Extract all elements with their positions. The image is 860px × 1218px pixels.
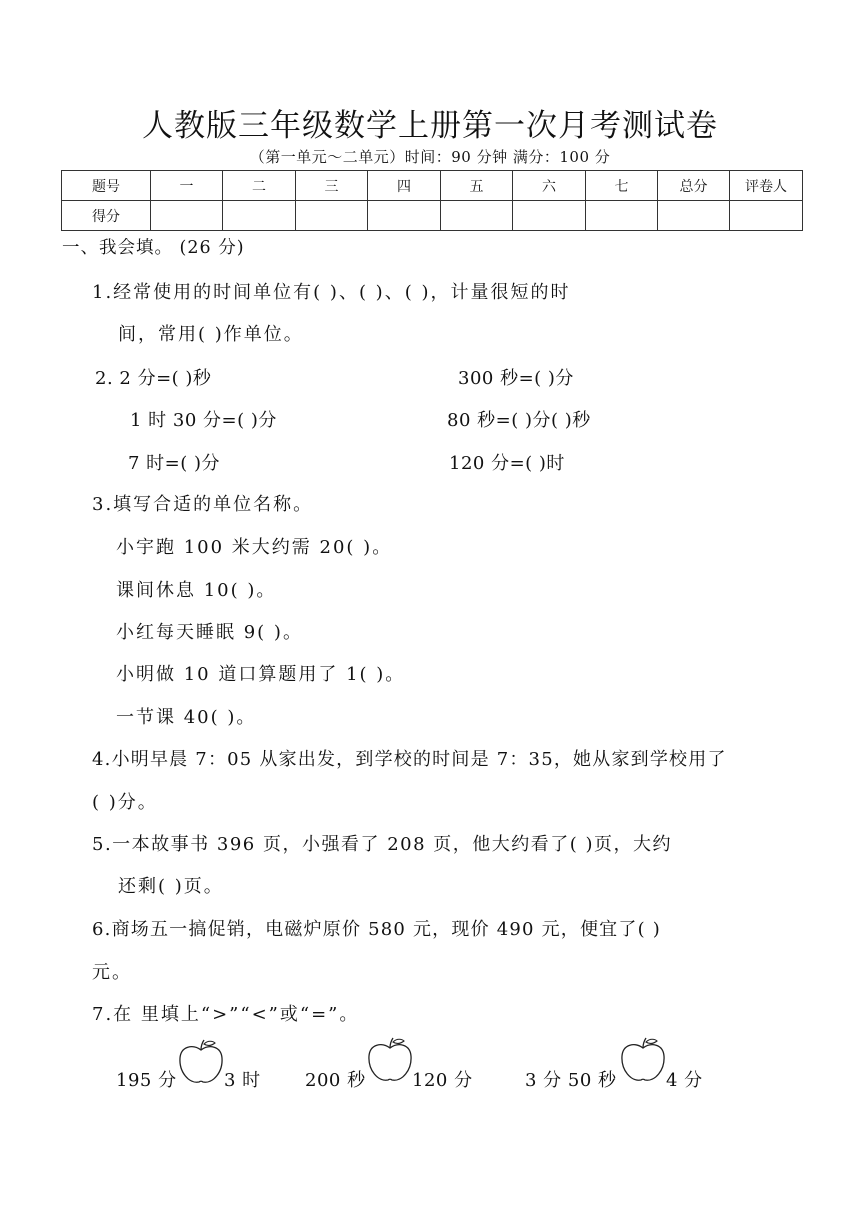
header-cell-1: 一 bbox=[151, 171, 223, 201]
question-2-item-b: 300 秒=( )分 bbox=[458, 368, 574, 389]
question-3-item-2: 课间休息 10( )。 bbox=[116, 580, 277, 601]
score-cell[interactable] bbox=[441, 201, 513, 231]
question-2-item-a: 2. 2 分=( )秒 bbox=[95, 368, 212, 389]
exam-info: （第一单元～二单元）时间：90 分钟 满分：100 分 bbox=[249, 148, 611, 166]
question-6-line-1: 6.商场五一搞促销，电磁炉原价 580 元，现价 490 元，便宜了( ) bbox=[92, 919, 661, 940]
score-label-cell: 得分 bbox=[62, 201, 151, 231]
header-cell-question-no: 题号 bbox=[62, 171, 151, 201]
score-cell[interactable] bbox=[151, 201, 223, 231]
score-cell[interactable] bbox=[223, 201, 296, 231]
compare-3-left: 3 分 50 秒 bbox=[525, 1070, 617, 1091]
header-cell-4: 四 bbox=[368, 171, 441, 201]
apple-answer-box-icon[interactable] bbox=[175, 1038, 227, 1088]
question-4-line-2: ( )分。 bbox=[92, 792, 158, 813]
question-5-line-1: 5.一本故事书 396 页，小强看了 208 页，他大约看了( )页，大约 bbox=[92, 834, 673, 855]
question-2-item-f: 120 分=( )时 bbox=[449, 453, 565, 474]
question-3-item-4: 小明做 10 道口算题用了 1( )。 bbox=[116, 664, 406, 685]
score-cell[interactable] bbox=[658, 201, 730, 231]
compare-2-right: 120 分 bbox=[412, 1070, 473, 1091]
score-cell[interactable] bbox=[296, 201, 368, 231]
question-2-item-c: 1 时 30 分=( )分 bbox=[130, 410, 277, 431]
question-2-item-e: 7 时=( )分 bbox=[128, 453, 221, 474]
score-cell[interactable] bbox=[586, 201, 658, 231]
section-heading: 一、我会填。 (26 分) bbox=[62, 238, 245, 258]
question-5-line-2: 还剩( )页。 bbox=[118, 876, 224, 897]
compare-3-right: 4 分 bbox=[666, 1070, 703, 1091]
score-table-score-row bbox=[62, 201, 803, 231]
header-cell-7: 七 bbox=[586, 171, 658, 201]
question-3-item-1: 小宇跑 100 米大约需 20( )。 bbox=[116, 537, 393, 558]
question-7-heading: 7.在 里填上“>”“<”或“=”。 bbox=[92, 1004, 360, 1025]
question-1-line-1: 1.经常使用的时间单位有( )、( )、( )，计量很短的时 bbox=[92, 282, 571, 303]
question-6-line-2: 元。 bbox=[92, 962, 132, 983]
score-table bbox=[61, 170, 803, 231]
question-2-item-d: 80 秒=( )分( )秒 bbox=[447, 410, 591, 431]
header-cell-grader: 评卷人 bbox=[730, 171, 803, 201]
score-table-header-row bbox=[62, 171, 803, 201]
question-3-item-5: 一节课 40( )。 bbox=[116, 707, 257, 728]
header-cell-6: 六 bbox=[513, 171, 586, 201]
apple-answer-box-icon[interactable] bbox=[364, 1036, 416, 1086]
question-3-heading: 3.填写合适的单位名称。 bbox=[92, 494, 314, 515]
question-4-line-1: 4.小明早晨 7：05 从家出发，到学校的时间是 7：35，她从家到学校用了 bbox=[92, 749, 727, 770]
compare-2-left: 200 秒 bbox=[305, 1070, 366, 1091]
header-cell-2: 二 bbox=[223, 171, 296, 201]
page-title: 人教版三年级数学上册第一次月考测试卷 bbox=[142, 108, 718, 144]
compare-1-right: 3 时 bbox=[224, 1070, 261, 1091]
header-cell-total: 总分 bbox=[658, 171, 730, 201]
score-cell[interactable] bbox=[730, 201, 803, 231]
question-3-item-3: 小红每天睡眠 9( )。 bbox=[116, 622, 303, 643]
score-cell[interactable] bbox=[368, 201, 441, 231]
header-cell-3: 三 bbox=[296, 171, 368, 201]
question-1-line-2: 间，常用( )作单位。 bbox=[118, 324, 304, 345]
apple-answer-box-icon[interactable] bbox=[617, 1036, 669, 1086]
compare-1-left: 195 分 bbox=[116, 1070, 177, 1091]
score-cell[interactable] bbox=[513, 201, 586, 231]
header-cell-5: 五 bbox=[441, 171, 513, 201]
